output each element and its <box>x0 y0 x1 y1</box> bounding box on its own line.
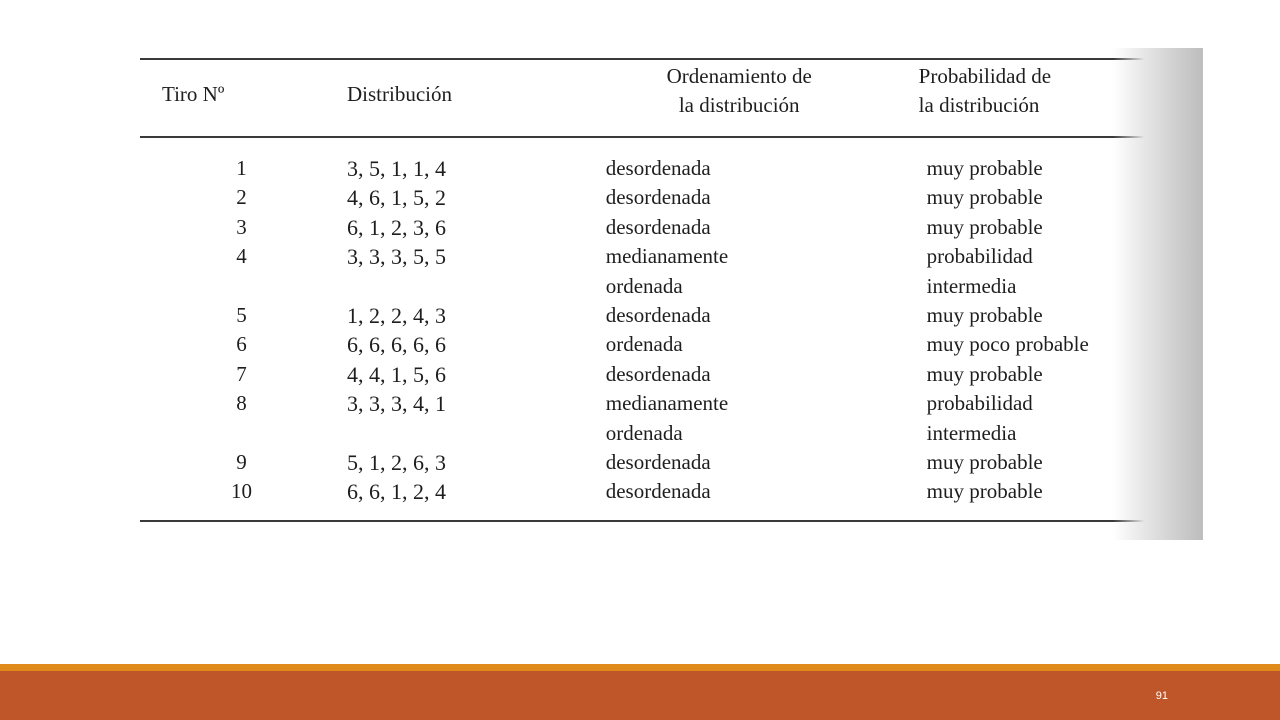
cell-ordenamiento: ordenada <box>605 273 683 298</box>
cell-probabilidad: intermedia <box>926 273 1017 298</box>
table-row <box>140 301 1170 330</box>
cell-probabilidad: muy probable <box>926 214 1043 239</box>
cell-tiro <box>140 419 323 448</box>
cell-tiro: 9 <box>236 450 247 475</box>
cell-ordenamiento: desordenada <box>605 303 711 328</box>
cell-tiro: 3 <box>236 214 247 239</box>
cell-tiro: 6 <box>236 332 247 357</box>
cell-probabilidad: muy probable <box>926 479 1043 504</box>
table-row <box>140 419 1170 448</box>
cell-tiro <box>140 272 323 301</box>
cell-probabilidad: muy probable <box>926 303 1043 328</box>
cell-distribucion: 4, 6, 1, 5, 2 <box>347 185 446 211</box>
footer-bar <box>0 664 1280 720</box>
scanned-table-image <box>122 48 1203 540</box>
table-row <box>140 389 1170 418</box>
cell-tiro: 8 <box>236 391 247 416</box>
cell-probabilidad: probabilidad <box>926 391 1033 416</box>
page-binding-shadow <box>1113 48 1203 540</box>
cell-distribucion: 6, 6, 1, 2, 4 <box>347 479 446 505</box>
table-row <box>140 213 1170 242</box>
cell-probabilidad: muy probable <box>926 361 1043 386</box>
cell-distribucion <box>323 419 566 448</box>
cell-ordenamiento: desordenada <box>605 185 711 210</box>
cell-probabilidad: muy probable <box>926 185 1043 210</box>
cell-ordenamiento: desordenada <box>605 361 711 386</box>
cell-tiro: 2 <box>236 185 247 210</box>
cell-probabilidad: intermedia <box>926 420 1017 445</box>
cell-distribucion: 3, 3, 3, 5, 5 <box>347 244 446 270</box>
cell-probabilidad: muy probable <box>926 156 1043 180</box>
header-tiro: Tiro Nº <box>162 82 225 106</box>
cell-distribucion: 1, 2, 2, 4, 3 <box>347 303 446 329</box>
dice-distribution-table <box>140 62 1170 507</box>
table-row <box>140 272 1170 301</box>
cell-ordenamiento: desordenada <box>605 479 711 504</box>
cell-ordenamiento: desordenada <box>605 214 711 239</box>
cell-tiro: 10 <box>231 479 252 504</box>
header-probabilidad: Probabilidad de la distribución <box>918 64 1052 117</box>
cell-ordenamiento: medianamente <box>605 244 729 269</box>
cell-distribucion: 6, 1, 2, 3, 6 <box>347 214 446 240</box>
cell-probabilidad: probabilidad <box>926 244 1033 269</box>
cell-distribucion <box>323 272 566 301</box>
cell-ordenamiento: medianamente <box>605 391 729 416</box>
header-distribucion: Distribución <box>347 82 452 106</box>
cell-distribucion: 3, 5, 1, 1, 4 <box>347 156 446 181</box>
cell-ordenamiento: desordenada <box>605 156 711 180</box>
cell-distribucion: 5, 1, 2, 6, 3 <box>347 450 446 476</box>
cell-distribucion: 6, 6, 6, 6, 6 <box>347 332 446 358</box>
table-row <box>140 330 1170 359</box>
table-row <box>140 242 1170 271</box>
cell-tiro: 4 <box>236 244 247 269</box>
cell-distribucion: 3, 3, 3, 4, 1 <box>347 391 446 417</box>
cell-ordenamiento: desordenada <box>605 450 711 475</box>
cell-distribucion: 4, 4, 1, 5, 6 <box>347 361 446 387</box>
cell-probabilidad: muy probable <box>926 450 1043 475</box>
header-ordenamiento: Ordenamiento de la distribución <box>666 64 812 117</box>
table-row <box>140 360 1170 389</box>
bottom-rule <box>140 520 1160 522</box>
slide-number: 91 <box>1155 690 1168 702</box>
cell-tiro: 7 <box>236 361 247 386</box>
table-row <box>140 183 1170 212</box>
top-rule <box>140 58 1160 60</box>
cell-ordenamiento: ordenada <box>605 420 683 445</box>
table-row <box>140 154 1170 183</box>
table-row <box>140 477 1170 506</box>
cell-tiro: 5 <box>236 303 247 328</box>
table-header-row <box>140 62 1170 154</box>
table-row <box>140 448 1170 477</box>
cell-ordenamiento: ordenada <box>605 332 683 357</box>
footer-accent-stripe <box>0 664 1280 671</box>
cell-probabilidad: muy poco probable <box>926 332 1089 357</box>
cell-tiro: 1 <box>236 156 247 180</box>
